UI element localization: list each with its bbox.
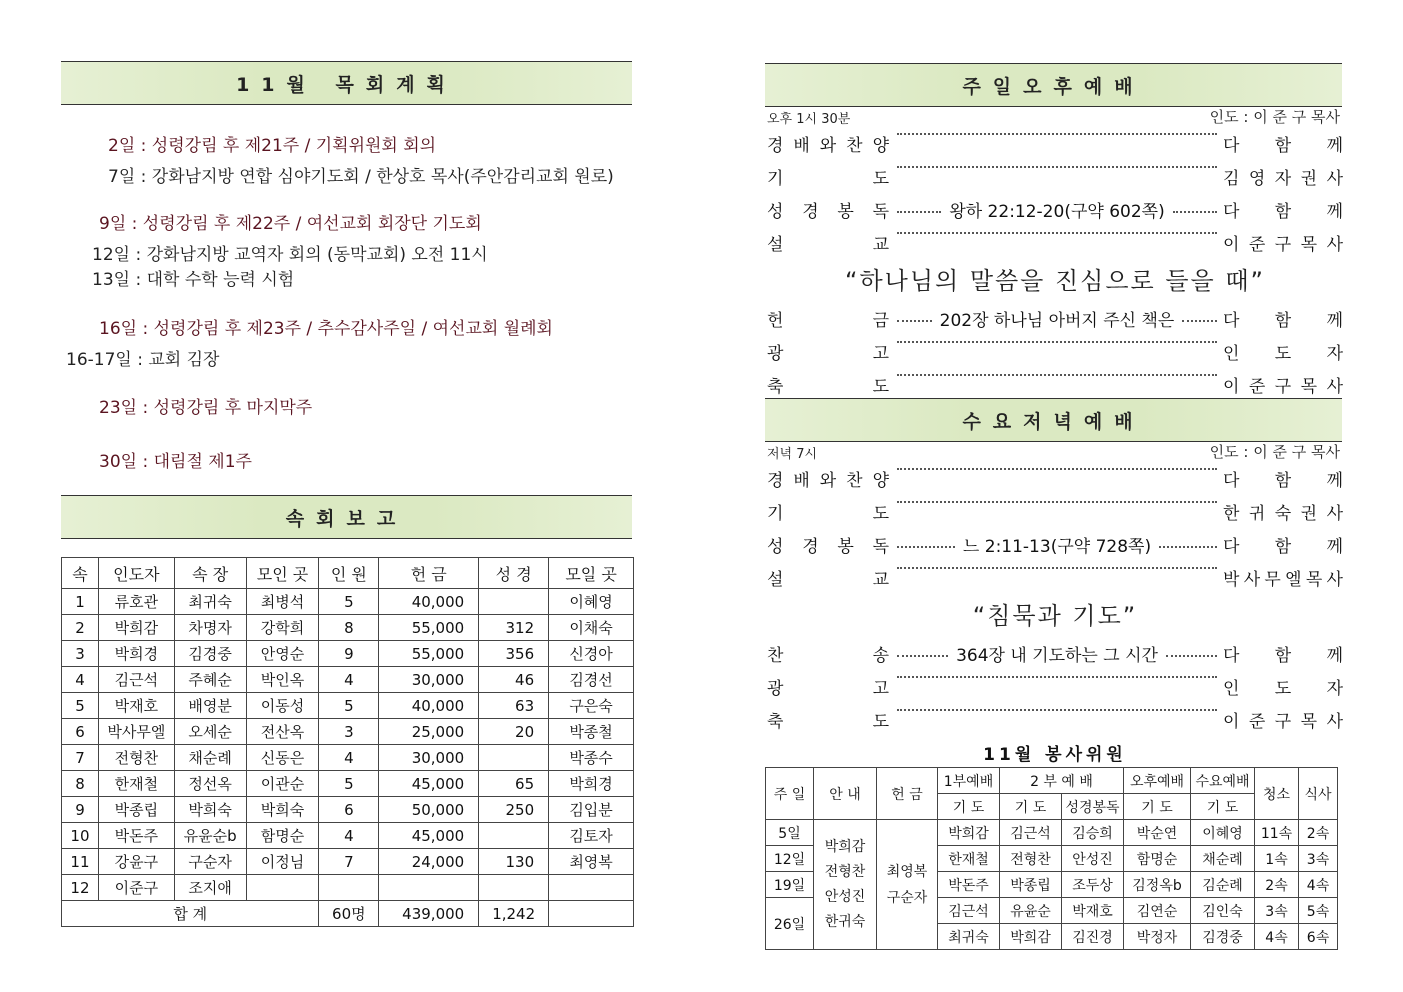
svc-wed-pray: 김경중: [1191, 924, 1255, 950]
order-row: [767, 499, 1343, 529]
order-person: 이 준 구 목 사: [1223, 377, 1343, 397]
cell-place: 이관순: [246, 771, 319, 797]
col-header: 속 장: [174, 558, 246, 589]
col-header: 모인 곳: [246, 558, 319, 589]
cell-bible: 63: [479, 693, 549, 719]
cell-leader: 전형찬: [98, 745, 174, 771]
total-empty: [549, 901, 634, 927]
cell-next-place: 김입분: [549, 797, 634, 823]
cell-bible: [479, 823, 549, 849]
svc-week: 26일: [766, 898, 814, 950]
cell-next-place: 구은숙: [549, 693, 634, 719]
guide-name: 안성진: [824, 888, 866, 905]
cell-leader: 박사무엘: [98, 719, 174, 745]
service-sub-pray: 기 도: [938, 794, 1000, 820]
service-col-first: 1부예배: [938, 768, 1000, 794]
report-total-row: [62, 901, 634, 927]
report-row: [62, 849, 634, 875]
cell-leader: 강윤구: [98, 849, 174, 875]
cell-bible: 65: [479, 771, 549, 797]
order-row: [767, 197, 1343, 227]
report-header-row: [62, 558, 634, 589]
order-person: 다 함 께: [1223, 471, 1343, 491]
total-people: 60명: [319, 901, 379, 927]
svc-meal: 5속: [1299, 898, 1338, 924]
cell-next-place: 신경아: [549, 641, 634, 667]
cell-people: 4: [319, 823, 379, 849]
svc-first-pray: 박희감: [938, 820, 1000, 846]
cell-people: 7: [319, 849, 379, 875]
order-person: 박 사 무 엘 목 사: [1223, 570, 1343, 590]
svc-meal: 4속: [1299, 872, 1338, 898]
service-col-guide: 안 내: [814, 768, 877, 820]
leader-dots: [895, 565, 1219, 567]
order-person: 다 함 께: [1223, 136, 1343, 156]
cell-group: 11: [62, 849, 99, 875]
plan-item: 2일 : 성령강림 후 제21주 / 기획위원회 회의: [108, 136, 437, 156]
cell-place: 함명순: [246, 823, 319, 849]
report-table: [61, 557, 634, 927]
report-row: [62, 615, 634, 641]
sunday-sermon-title: “하나님의 말씀을 진심으로 들을 때”: [845, 267, 1265, 295]
order-person: 다 함 께: [1223, 311, 1343, 331]
cell-people: 6: [319, 797, 379, 823]
cell-head: 유윤순b: [174, 823, 246, 849]
service-col-week: 주 일: [766, 768, 814, 820]
cell-next-place: 이혜영: [549, 589, 634, 615]
svc-wed-pray: 김인숙: [1191, 898, 1255, 924]
order-row: [767, 532, 1343, 562]
order-label: 설 교: [767, 570, 889, 590]
cell-people: 5: [319, 589, 379, 615]
report-row: [62, 693, 634, 719]
cell-people: 3: [319, 719, 379, 745]
svc-meal: 2속: [1299, 820, 1338, 846]
total-offering: 439,000: [379, 901, 479, 927]
cell-place: 안영순: [246, 641, 319, 667]
cell-place: 이동성: [246, 693, 319, 719]
leader-dots: [895, 197, 1219, 222]
order-row: [767, 674, 1343, 704]
svc-second-bible: 조두상: [1062, 872, 1124, 898]
leader-dots: [895, 499, 1219, 501]
wednesday-time: 저녁 7시: [767, 447, 818, 462]
svc-first-pray: 최귀숙: [938, 924, 1000, 950]
cell-head: 채순례: [174, 745, 246, 771]
service-col-clean: 청소: [1255, 768, 1299, 820]
order-row: [767, 306, 1343, 336]
order-label: 설 교: [767, 235, 889, 255]
leader-dots: [895, 466, 1219, 468]
svc-second-bible: 김승희: [1062, 820, 1124, 846]
cell-bible: [479, 745, 549, 771]
sunday-title: 주일오후예배: [962, 75, 1145, 98]
order-detail: 202장 하나님 아버지 주신 책은: [939, 311, 1175, 331]
cell-next-place: 박종수: [549, 745, 634, 771]
cell-group: 9: [62, 797, 99, 823]
service-sub-pray: 기 도: [1191, 794, 1255, 820]
cell-leader: 류호관: [98, 589, 174, 615]
order-row: [767, 641, 1343, 671]
service-col-second: 2 부 예 배: [1000, 768, 1124, 794]
cell-group: 5: [62, 693, 99, 719]
guide-name: 전형찬: [824, 863, 866, 880]
plan-item: 30일 : 대림절 제1주: [99, 452, 252, 472]
cell-group: 7: [62, 745, 99, 771]
wednesday-leader: 인도 : 이 준 구 목사: [1209, 443, 1340, 461]
svc-second-pray: 박희감: [1000, 924, 1062, 950]
sunday-header: [765, 63, 1342, 107]
cell-people: [319, 875, 379, 901]
svc-clean: 2속: [1255, 872, 1299, 898]
order-person: 인 도 자: [1223, 344, 1343, 364]
cell-bible: 312: [479, 615, 549, 641]
svc-week: 12일: [766, 846, 814, 872]
service-sub-pray: 기 도: [1000, 794, 1062, 820]
order-label: 광 고: [767, 344, 889, 364]
leader-dots: [895, 339, 1219, 341]
order-label: 축 도: [767, 377, 889, 397]
order-label: 찬 송: [767, 646, 889, 666]
cell-bible: 46: [479, 667, 549, 693]
cell-next-place: 이채숙: [549, 615, 634, 641]
cell-group: 2: [62, 615, 99, 641]
leader-dots: [895, 372, 1219, 374]
order-person: 다 함 께: [1223, 202, 1343, 222]
report-row: [62, 641, 634, 667]
plan-item: 16일 : 성령강림 후 제23주 / 추수감사주일 / 여선교회 월례회: [99, 319, 553, 339]
cell-leader: 이준구: [98, 875, 174, 901]
cell-bible: 250: [479, 797, 549, 823]
leader-dots: [895, 674, 1219, 676]
order-label: 성 경 봉 독: [767, 202, 889, 222]
cell-offering: 45,000: [379, 823, 479, 849]
leader-dots: [895, 532, 1219, 557]
col-header: 헌 금: [379, 558, 479, 589]
order-detail: 왕하 22:12-20(구약 602쪽): [949, 202, 1165, 222]
col-header: 성 경: [479, 558, 549, 589]
plan-item: 13일 : 대학 수학 능력 시험: [92, 270, 295, 290]
cell-place: 신동은: [246, 745, 319, 771]
svc-second-pray: 김근석: [1000, 820, 1062, 846]
report-row: [62, 667, 634, 693]
cell-leader: 한재철: [98, 771, 174, 797]
order-label: 경 배 와 찬 양: [767, 136, 889, 156]
svc-offering-team: [877, 820, 938, 950]
cell-people: 5: [319, 771, 379, 797]
plan-item: 9일 : 성령강림 후 제22주 / 여선교회 회장단 기도회: [99, 214, 482, 234]
svc-first-pray: 박돈주: [938, 872, 1000, 898]
cell-bible: 356: [479, 641, 549, 667]
order-row: [767, 565, 1343, 595]
svc-week: 19일: [766, 872, 814, 898]
report-row: [62, 875, 634, 901]
order-detail: 느 2:11-13(구약 728쪽): [962, 537, 1152, 557]
svc-first-pray: 한재철: [938, 846, 1000, 872]
plan-item: 12일 : 강화남지방 교역자 회의 (동막교회) 오전 11시: [92, 245, 488, 265]
offering-name: 구순자: [886, 889, 928, 906]
total-label: 합 계: [62, 901, 319, 927]
cell-offering: [379, 875, 479, 901]
cell-next-place: [549, 875, 634, 901]
report-row: [62, 823, 634, 849]
cell-group: 10: [62, 823, 99, 849]
service-col-offer: 헌 금: [877, 768, 938, 820]
cell-place: 강학희: [246, 615, 319, 641]
plan-item: 7일 : 강화남지방 연합 심야기도회 / 한상호 목사(주안감리교회 원로): [108, 167, 614, 187]
cell-next-place: 김토자: [549, 823, 634, 849]
leader-dots: [895, 641, 1219, 666]
order-person: 이 준 구 목 사: [1223, 712, 1343, 732]
sunday-leader: 인도 : 이 준 구 목사: [1209, 108, 1340, 126]
svc-pm-pray: 함명순: [1124, 846, 1191, 872]
sunday-time: 오후 1시 30분: [767, 112, 851, 127]
cell-head: 김경중: [174, 641, 246, 667]
cell-offering: 55,000: [379, 615, 479, 641]
order-row: [767, 707, 1343, 737]
col-header: 모일 곳: [549, 558, 634, 589]
cell-leader: 박돈주: [98, 823, 174, 849]
cell-offering: 40,000: [379, 589, 479, 615]
report-header: [61, 495, 632, 539]
service-header-row: [766, 768, 1338, 794]
svc-clean: 4속: [1255, 924, 1299, 950]
cell-leader: 박재호: [98, 693, 174, 719]
cell-offering: 55,000: [379, 641, 479, 667]
cell-leader: 박희경: [98, 641, 174, 667]
report-title: 속회보고: [285, 507, 408, 530]
wednesday-sermon-title: “침묵과 기도”: [972, 602, 1138, 630]
svc-clean: 1속: [1255, 846, 1299, 872]
svc-wed-pray: 이혜영: [1191, 820, 1255, 846]
order-person: 인 도 자: [1223, 679, 1343, 699]
cell-leader: 박종립: [98, 797, 174, 823]
wednesday-title: 수요저녁예배: [962, 410, 1145, 433]
cell-offering: 30,000: [379, 745, 479, 771]
svc-second-pray: 박종립: [1000, 872, 1062, 898]
order-detail: 364장 내 기도하는 그 시간: [956, 646, 1158, 666]
cell-group: 3: [62, 641, 99, 667]
cell-place: 박희숙: [246, 797, 319, 823]
svc-meal: 6속: [1299, 924, 1338, 950]
order-label: 헌 금: [767, 311, 889, 331]
cell-group: 12: [62, 875, 99, 901]
cell-leader: 박희감: [98, 615, 174, 641]
cell-offering: 25,000: [379, 719, 479, 745]
cell-people: 4: [319, 745, 379, 771]
order-label: 축 도: [767, 712, 889, 732]
service-col-meal: 식사: [1299, 768, 1338, 820]
svc-second-pray: 전형찬: [1000, 846, 1062, 872]
plan-header: [61, 61, 632, 105]
plan-item: 23일 : 성령강림 후 마지막주: [99, 398, 313, 418]
offering-name: 최영복: [886, 863, 928, 880]
svc-meal: 3속: [1299, 846, 1338, 872]
cell-group: 8: [62, 771, 99, 797]
cell-offering: 40,000: [379, 693, 479, 719]
svc-wed-pray: 채순례: [1191, 846, 1255, 872]
guide-name: 한귀숙: [824, 913, 866, 930]
cell-place: [246, 875, 319, 901]
cell-group: 1: [62, 589, 99, 615]
wednesday-header: [765, 398, 1342, 442]
cell-next-place: 박종철: [549, 719, 634, 745]
order-label: 경 배 와 찬 양: [767, 471, 889, 491]
order-row: [767, 164, 1343, 194]
cell-bible: 130: [479, 849, 549, 875]
cell-place: 이정님: [246, 849, 319, 875]
service-row: [766, 820, 1338, 846]
cell-next-place: 김경선: [549, 667, 634, 693]
total-bible: 1,242: [479, 901, 549, 927]
svc-second-bible: 김진경: [1062, 924, 1124, 950]
cell-place: 박인옥: [246, 667, 319, 693]
svc-second-bible: 박재호: [1062, 898, 1124, 924]
order-person: 다 함 께: [1223, 646, 1343, 666]
guide-name: 박희감: [824, 838, 866, 855]
svc-pm-pray: 박순연: [1124, 820, 1191, 846]
report-row: [62, 797, 634, 823]
leader-dots: [895, 131, 1219, 133]
order-label: 광 고: [767, 679, 889, 699]
cell-head: 최귀숙: [174, 589, 246, 615]
plan-title: 11월 목회계획: [236, 73, 457, 96]
svc-pm-pray: 박정자: [1124, 924, 1191, 950]
leader-dots: [895, 164, 1219, 166]
order-row: [767, 131, 1343, 161]
order-row: [767, 339, 1343, 369]
svc-clean: 3속: [1255, 898, 1299, 924]
report-row: [62, 771, 634, 797]
order-person: 다 함 께: [1223, 537, 1343, 557]
cell-offering: 50,000: [379, 797, 479, 823]
order-person: 김 영 자 권 사: [1223, 169, 1343, 189]
cell-head: 조지애: [174, 875, 246, 901]
cell-next-place: 최영복: [549, 849, 634, 875]
cell-head: 배영분: [174, 693, 246, 719]
svc-week: 5일: [766, 820, 814, 846]
svc-guides: [814, 820, 877, 950]
svc-first-pray: 김근석: [938, 898, 1000, 924]
cell-people: 5: [319, 693, 379, 719]
svc-pm-pray: 김정옥b: [1124, 872, 1191, 898]
cell-head: 차명자: [174, 615, 246, 641]
svc-second-bible: 안성진: [1062, 846, 1124, 872]
cell-offering: 30,000: [379, 667, 479, 693]
svc-pm-pray: 김연순: [1124, 898, 1191, 924]
service-table: [765, 767, 1338, 950]
leader-dots: [895, 230, 1219, 232]
cell-bible: 20: [479, 719, 549, 745]
service-col-pm: 오후예배: [1124, 768, 1191, 794]
leader-dots: [895, 306, 1219, 331]
service-sub-bible: 성경봉독: [1062, 794, 1124, 820]
cell-place: 최병석: [246, 589, 319, 615]
cell-place: 전산옥: [246, 719, 319, 745]
cell-next-place: 박희경: [549, 771, 634, 797]
cell-head: 박희숙: [174, 797, 246, 823]
cell-head: 오세순: [174, 719, 246, 745]
col-header: 인도자: [98, 558, 174, 589]
cell-group: 4: [62, 667, 99, 693]
col-header: 인 원: [319, 558, 379, 589]
cell-head: 구순자: [174, 849, 246, 875]
order-person: 이 준 구 목 사: [1223, 235, 1343, 255]
svc-second-pray: 유윤순: [1000, 898, 1062, 924]
service-col-wed: 수요예배: [1191, 768, 1255, 794]
cell-bible: [479, 589, 549, 615]
order-label: 기 도: [767, 169, 889, 189]
cell-people: 8: [319, 615, 379, 641]
report-row: [62, 719, 634, 745]
order-row: [767, 230, 1343, 260]
plan-item: 16-17일 : 교회 김장: [66, 350, 220, 370]
report-row: [62, 589, 634, 615]
svc-wed-pray: 김순례: [1191, 872, 1255, 898]
order-label: 성 경 봉 독: [767, 537, 889, 557]
service-title: 11월 봉사위원: [983, 745, 1127, 765]
cell-people: 4: [319, 667, 379, 693]
order-person: 한 귀 숙 권 사: [1223, 504, 1343, 524]
leader-dots: [895, 707, 1219, 709]
cell-bible: [479, 875, 549, 901]
cell-head: 정선옥: [174, 771, 246, 797]
svc-clean: 11속: [1255, 820, 1299, 846]
order-row: [767, 466, 1343, 496]
service-sub-pray: 기 도: [1124, 794, 1191, 820]
cell-leader: 김근석: [98, 667, 174, 693]
cell-offering: 45,000: [379, 771, 479, 797]
report-row: [62, 745, 634, 771]
cell-offering: 24,000: [379, 849, 479, 875]
order-label: 기 도: [767, 504, 889, 524]
cell-people: 9: [319, 641, 379, 667]
col-header: 속: [62, 558, 99, 589]
cell-head: 주혜순: [174, 667, 246, 693]
cell-group: 6: [62, 719, 99, 745]
